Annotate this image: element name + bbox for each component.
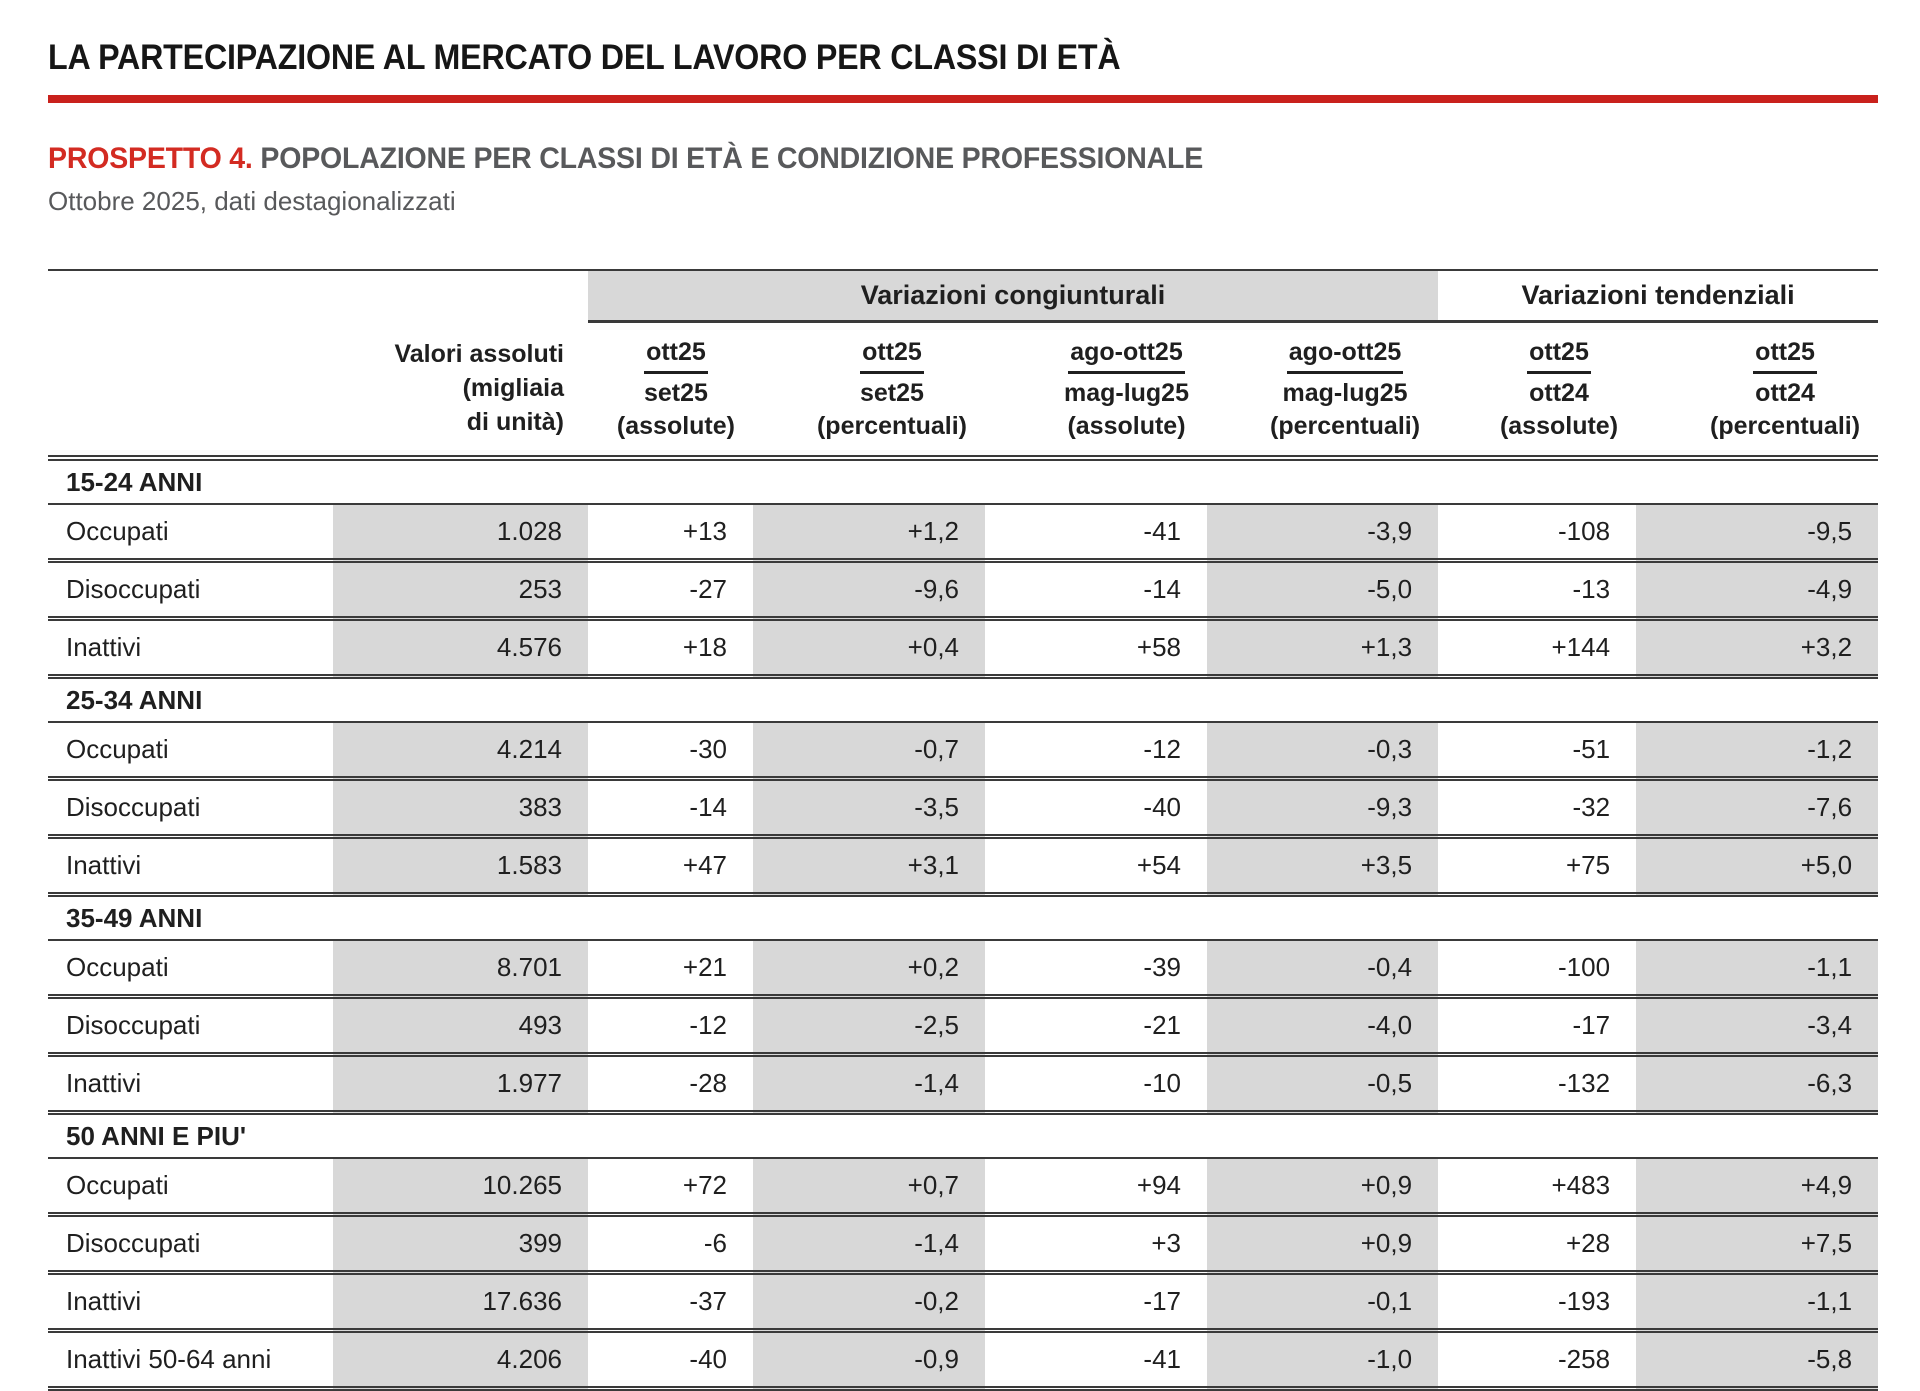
cell-value: +13 (588, 504, 753, 561)
cell-value: 4.206 (333, 1331, 588, 1389)
cell-value: -0,4 (1207, 940, 1438, 997)
group-header-tendenziali: Variazioni tendenziali (1438, 270, 1878, 322)
cell-value: +3,1 (753, 837, 985, 895)
cell-value: -9,3 (1207, 779, 1438, 837)
cell-value: +5,0 (1636, 837, 1878, 895)
cell-value: -1,4 (753, 1215, 985, 1273)
title-underline-rule (48, 95, 1878, 103)
period-denominator: mag-lug25 (1282, 378, 1408, 407)
cell-value: -41 (985, 1331, 1207, 1389)
cell-value: -32 (1438, 779, 1636, 837)
cell-value: -51 (1438, 722, 1636, 779)
cell-value: -132 (1438, 1055, 1636, 1113)
population-by-age-table (48, 269, 1878, 1391)
table-row-25-34-anni-occupati (48, 722, 1878, 779)
cell-value: +21 (588, 940, 753, 997)
cell-value: -0,1 (1207, 1273, 1438, 1331)
cell-value: +3,5 (1207, 837, 1438, 895)
cell-value: -193 (1438, 1273, 1636, 1331)
cell-value: -4,9 (1636, 561, 1878, 619)
column-header-row (48, 322, 1878, 459)
table-row-35-49-anni-disoccupati (48, 997, 1878, 1055)
section-header-label: 15-24 ANNI (48, 458, 1878, 504)
row-label: Inattivi (48, 1273, 333, 1331)
cell-value: 4.576 (333, 619, 588, 677)
row-label: Inattivi (48, 619, 333, 677)
period-denominator: mag-lug25 (1063, 378, 1189, 407)
cell-value: -9,5 (1636, 504, 1878, 561)
row-label: Inattivi (48, 837, 333, 895)
prospetto-title: POPOLAZIONE PER CLASSI DI ETÀ E CONDIZIONE PROFESSIONALE (260, 142, 1204, 175)
cell-value: -14 (985, 561, 1207, 619)
table-row-50-anni-e-piu-disoccupati (48, 1215, 1878, 1273)
cell-value: -6,3 (1636, 1055, 1878, 1113)
period-denominator: set25 (643, 378, 708, 407)
cell-value: -21 (985, 997, 1207, 1055)
measure-unit: (assolute) (1067, 411, 1186, 440)
period-numerator: ott25 (1753, 336, 1817, 374)
section-header-label: 50 ANNI E PIU' (48, 1113, 1878, 1159)
period-numerator: ott25 (1527, 336, 1591, 374)
cell-value: 17.636 (333, 1273, 588, 1331)
section-header-label: 35-49 ANNI (48, 895, 1878, 941)
table-row-25-34-anni-inattivi (48, 837, 1878, 895)
cell-value: -6 (588, 1215, 753, 1273)
cell-value: -9,6 (753, 561, 985, 619)
cell-value: -30 (588, 722, 753, 779)
section-header-label: 25-34 ANNI (48, 677, 1878, 723)
row-label: Inattivi (48, 1055, 333, 1113)
cell-value: 4.214 (333, 722, 588, 779)
cell-value: -3,4 (1636, 997, 1878, 1055)
cell-value: -17 (985, 1273, 1207, 1331)
cell-value: +7,5 (1636, 1215, 1878, 1273)
table-row-15-24-anni-inattivi (48, 619, 1878, 677)
column-header-agoott25-maglug25-assolute (985, 322, 1207, 459)
cell-value: +72 (588, 1158, 753, 1215)
period-denominator: ott24 (1529, 378, 1589, 407)
column-header-ott25-ott24-assolute (1438, 322, 1636, 459)
cell-value: -40 (588, 1331, 753, 1389)
cell-value: 1.977 (333, 1055, 588, 1113)
prospetto-label: PROSPETTO 4. (48, 142, 253, 175)
cell-value: 383 (333, 779, 588, 837)
row-label: Occupati (48, 722, 333, 779)
column-header-ott25-ott24-percentuali (1636, 322, 1878, 459)
table-row-50-anni-e-piu-inattivi-50-64-anni (48, 1331, 1878, 1389)
period-denominator: ott24 (1755, 378, 1815, 407)
cell-value: -13 (1438, 561, 1636, 619)
cell-value: +54 (985, 837, 1207, 895)
section-row-15-24-anni (48, 458, 1878, 504)
row-label: Disoccupati (48, 1215, 333, 1273)
cell-value: -12 (985, 722, 1207, 779)
cell-value: +144 (1438, 619, 1636, 677)
row-label: Disoccupati (48, 561, 333, 619)
cell-value: -1,0 (1207, 1331, 1438, 1389)
group-header-congiunturali: Variazioni congiunturali (588, 270, 1438, 322)
row-label-header-cell (48, 322, 333, 459)
cell-value: -12 (588, 997, 753, 1055)
cell-value: -1,2 (1636, 722, 1878, 779)
cell-value: -3,5 (753, 779, 985, 837)
measure-unit: (percentuali) (816, 411, 967, 440)
cell-value: -5,0 (1207, 561, 1438, 619)
cell-value: +4,9 (1636, 1158, 1878, 1215)
cell-value: -0,2 (753, 1273, 985, 1331)
cell-value: +1,3 (1207, 619, 1438, 677)
table-row-50-anni-e-piu-inattivi (48, 1273, 1878, 1331)
cell-value: +1,2 (753, 504, 985, 561)
cell-value: -14 (588, 779, 753, 837)
cell-value: -28 (588, 1055, 753, 1113)
cell-value: 493 (333, 997, 588, 1055)
table-body (48, 458, 1878, 1389)
valori-assoluti-line: di unità) (466, 408, 564, 437)
period-numerator: ago-ott25 (1287, 336, 1404, 374)
cell-value: -17 (1438, 997, 1636, 1055)
cell-value: -41 (985, 504, 1207, 561)
cell-value: -1,1 (1636, 940, 1878, 997)
cell-value: +0,2 (753, 940, 985, 997)
period-numerator: ott25 (860, 336, 924, 374)
table-row-15-24-anni-disoccupati (48, 561, 1878, 619)
table-row-25-34-anni-disoccupati (48, 779, 1878, 837)
page-title: LA PARTECIPAZIONE AL MERCATO DEL LAVORO PER CLASSI DI ETÀ (48, 38, 1121, 77)
cell-value: +3,2 (1636, 619, 1878, 677)
cell-value: +18 (588, 619, 753, 677)
row-label: Disoccupati (48, 779, 333, 837)
cell-value: -1,1 (1636, 1273, 1878, 1331)
cell-value: +94 (985, 1158, 1207, 1215)
header-spacer-cell (48, 270, 588, 322)
table-row-15-24-anni-occupati (48, 504, 1878, 561)
cell-value: 1.028 (333, 504, 588, 561)
table-row-50-anni-e-piu-occupati (48, 1158, 1878, 1215)
cell-value: -27 (588, 561, 753, 619)
cell-value: -7,6 (1636, 779, 1878, 837)
cell-value: -108 (1438, 504, 1636, 561)
cell-value: +3 (985, 1215, 1207, 1273)
period-numerator: ott25 (644, 336, 708, 374)
period-denominator: set25 (860, 378, 924, 407)
table-row-35-49-anni-occupati (48, 940, 1878, 997)
cell-value: -3,9 (1207, 504, 1438, 561)
column-header-ott25-set25-percentuali (753, 322, 985, 459)
row-label: Occupati (48, 1158, 333, 1215)
measure-unit: (percentuali) (1710, 411, 1861, 440)
cell-value: +0,7 (753, 1158, 985, 1215)
column-header-agoott25-maglug25-percentuali (1207, 322, 1438, 459)
cell-value: +75 (1438, 837, 1636, 895)
cell-value: -0,5 (1207, 1055, 1438, 1113)
period-numerator: ago-ott25 (1068, 336, 1185, 374)
valori-assoluti-line: Valori assoluti (394, 340, 564, 369)
table-row-35-49-anni-inattivi (48, 1055, 1878, 1113)
cell-value: 10.265 (333, 1158, 588, 1215)
cell-value: 399 (333, 1215, 588, 1273)
row-label: Disoccupati (48, 997, 333, 1055)
row-label: Occupati (48, 504, 333, 561)
valori-assoluti-header (333, 322, 588, 459)
prospetto-heading (48, 141, 1787, 177)
measure-unit: (assolute) (1499, 411, 1619, 440)
cell-value: +47 (588, 837, 753, 895)
cell-value: -0,3 (1207, 722, 1438, 779)
column-header-ott25-set25-assolute (588, 322, 753, 459)
row-label: Inattivi 50-64 anni (48, 1331, 333, 1389)
valori-assoluti-line: (migliaia (462, 374, 564, 403)
cell-value: -258 (1438, 1331, 1636, 1389)
table-subtitle: Ottobre 2025, dati destagionalizzati (48, 186, 456, 216)
cell-value: -40 (985, 779, 1207, 837)
cell-value: -0,7 (753, 722, 985, 779)
row-label: Occupati (48, 940, 333, 997)
cell-value: +0,9 (1207, 1158, 1438, 1215)
cell-value: 253 (333, 561, 588, 619)
section-row-35-49-anni (48, 895, 1878, 941)
cell-value: -5,8 (1636, 1331, 1878, 1389)
cell-value: +28 (1438, 1215, 1636, 1273)
section-row-50-anni-e-piu (48, 1113, 1878, 1159)
cell-value: -10 (985, 1055, 1207, 1113)
cell-value: +0,9 (1207, 1215, 1438, 1273)
cell-value: -2,5 (753, 997, 985, 1055)
cell-value: -37 (588, 1273, 753, 1331)
cell-value: 1.583 (333, 837, 588, 895)
cell-value: +0,4 (753, 619, 985, 677)
measure-unit: (percentuali) (1270, 411, 1421, 440)
cell-value: -1,4 (753, 1055, 985, 1113)
cell-value: -4,0 (1207, 997, 1438, 1055)
cell-value: -0,9 (753, 1331, 985, 1389)
cell-value: +58 (985, 619, 1207, 677)
cell-value: +483 (1438, 1158, 1636, 1215)
cell-value: -100 (1438, 940, 1636, 997)
cell-value: 8.701 (333, 940, 588, 997)
section-row-25-34-anni (48, 677, 1878, 723)
group-header-row (48, 270, 1878, 322)
measure-unit: (assolute) (616, 411, 735, 440)
cell-value: -39 (985, 940, 1207, 997)
